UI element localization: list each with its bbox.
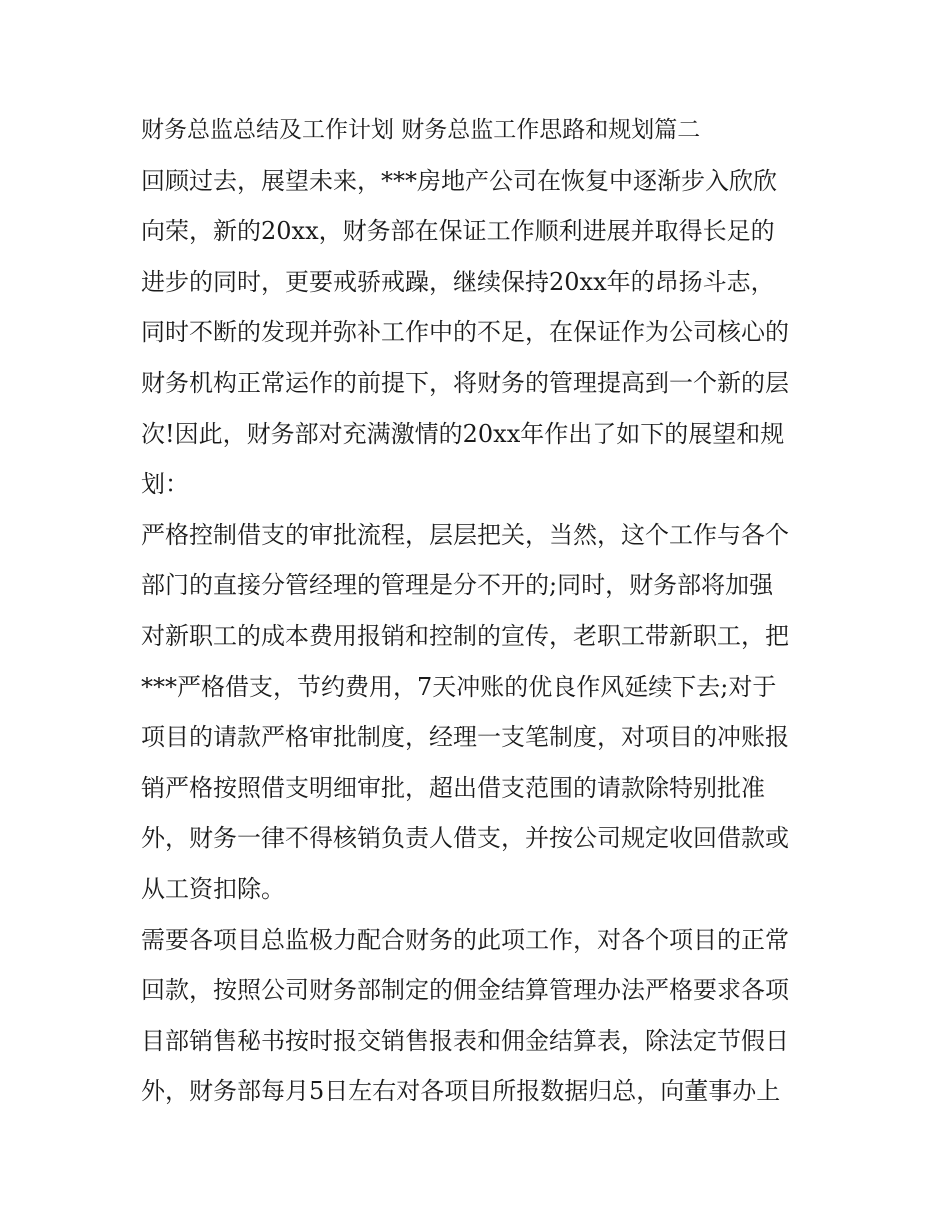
text-line: 从工资扣除。: [141, 875, 285, 903]
text-line: 销严格按照借支明细审批，超出借支范围的请款除特别批准: [141, 774, 765, 802]
text-line: 同时不断的发现并弥补工作中的不足，在保证作为公司核心的: [141, 318, 789, 346]
text-line: ***严格借支，节约费用，7天冲账的优良作风延续下去;对于: [141, 673, 777, 701]
text-line: 划：: [141, 470, 189, 498]
text-line: 外，财务部每月5日左右对各项目所报数据归总，向董事办上: [141, 1077, 781, 1105]
text-line: 需要各项目总监极力配合财务的此项工作，对各个项目的正常: [141, 926, 789, 954]
document-title: 财务总监总结及工作计划 财务总监工作思路和规划篇二: [141, 117, 701, 143]
text-line: 财务机构正常运作的前提下，将财务的管理提高到一个新的层: [141, 369, 789, 397]
text-line: 回顾过去，展望未来，***房地产公司在恢复中逐渐步入欣欣: [141, 167, 777, 195]
text-line: 项目的请款严格审批制度，经理一支笔制度，对项目的冲账报: [141, 723, 789, 751]
text-line: 次!因此，财务部对充满激情的20xx年作出了如下的展望和规: [141, 420, 785, 448]
text-line: 外，财务一律不得核销负责人借支，并按公司规定收回借款或: [141, 824, 789, 852]
text-line: 目部销售秘书按时报交销售报表和佣金结算表，除法定节假日: [141, 1027, 789, 1055]
text-line: 进步的同时，更要戒骄戒躁，继续保持20xx年的昂扬斗志，: [141, 268, 775, 296]
text-line: 回款，按照公司财务部制定的佣金结算管理办法严格要求各项: [141, 976, 789, 1004]
text-line: 对新职工的成本费用报销和控制的宣传，老职工带新职工，把: [141, 622, 789, 650]
text-line: 部门的直接分管经理的管理是分不开的;同时，财务部将加强: [141, 571, 774, 599]
text-line: 向荣，新的20xx，财务部在保证工作顺利进展并取得长足的: [141, 217, 775, 245]
text-line: 严格控制借支的审批流程，层层把关，当然，这个工作与各个: [141, 521, 789, 549]
